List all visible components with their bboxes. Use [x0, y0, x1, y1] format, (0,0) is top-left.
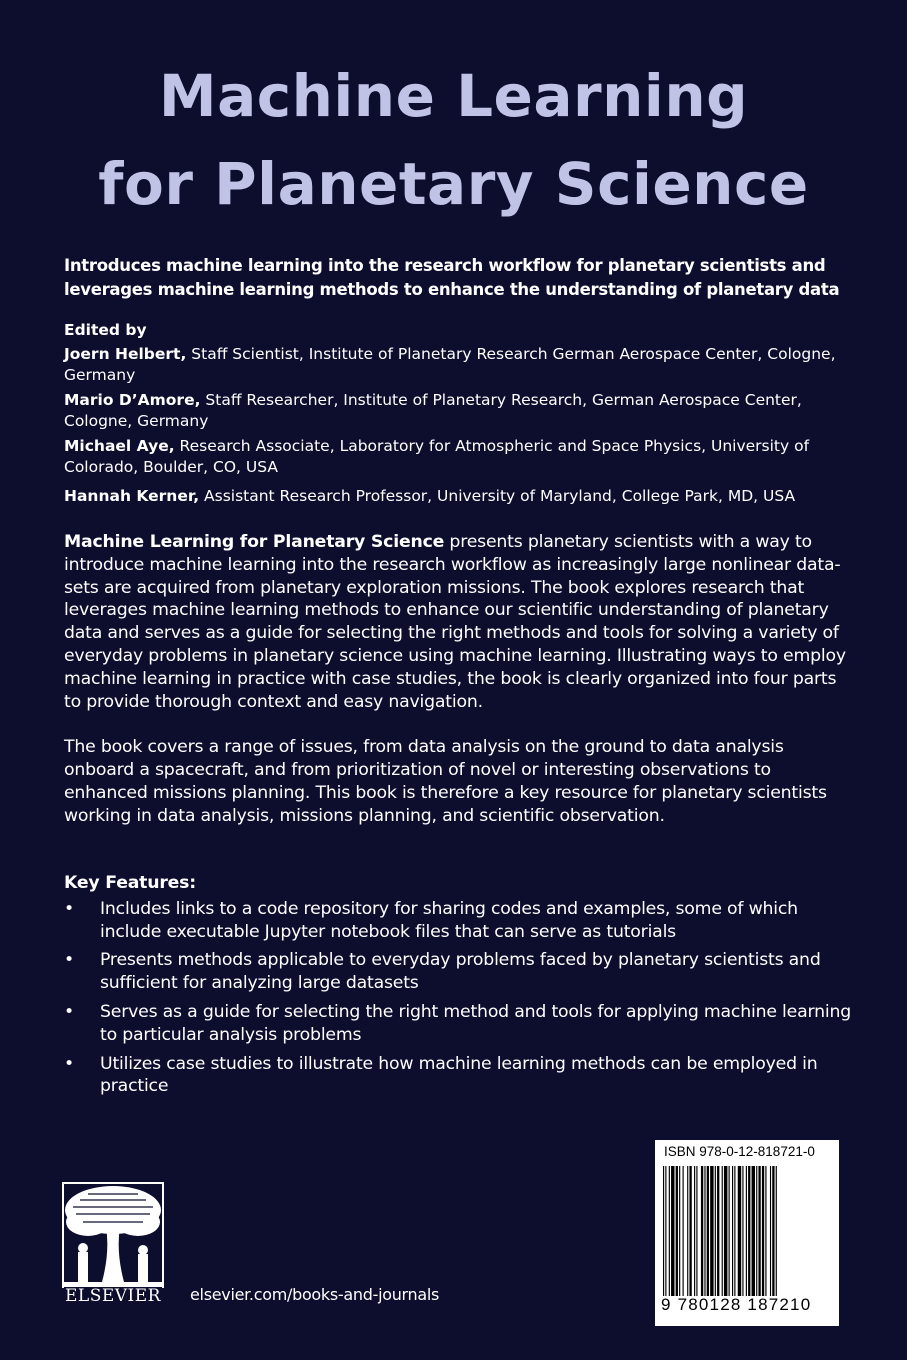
barcode-bar [663, 1166, 664, 1296]
editor-affiliation: Staff Researcher, Institute of Planetary Research, German Aerospace Center, Cologne, Germany [64, 391, 802, 430]
barcode-bar [707, 1166, 709, 1296]
barcode-bar [687, 1166, 688, 1296]
barcode-bar [746, 1166, 747, 1296]
barcode-bar [765, 1166, 766, 1296]
editor-entry [64, 486, 854, 507]
editor-name: Mario D’Amore, [64, 391, 201, 409]
barcode-digits: 9 780128 187210 [661, 1295, 812, 1314]
barcode-bar [776, 1166, 777, 1296]
description-book-title: Machine Learning for Planetary Science [64, 532, 445, 552]
bullet-icon: • [64, 1001, 74, 1022]
title-line-2: for Planetary Science [98, 150, 809, 218]
barcode-bar [729, 1166, 730, 1296]
bullet-icon: • [64, 950, 74, 971]
editor-name: Michael Aye, [64, 437, 175, 455]
barcode-bar [772, 1166, 774, 1296]
isbn-label: ISBN 978-0-12-818721-0 [664, 1144, 815, 1159]
editor-name: Joern Helbert, [64, 345, 187, 363]
feature-text: Utilizes case studies to illustrate how machine learning methods can be employed in practice [100, 1053, 818, 1097]
barcode-bar [689, 1166, 691, 1296]
editor-entry [64, 344, 854, 386]
barcode-bar [748, 1166, 750, 1296]
description [64, 531, 854, 828]
barcode-bar [756, 1166, 757, 1296]
barcode-bar [710, 1166, 713, 1296]
feature-item [64, 1053, 854, 1099]
barcode-bar [715, 1166, 716, 1296]
editor-name: Hannah Kerner, [64, 487, 200, 505]
feature-text: Serves as a guide for selecting the right method and tools for applying machine learning to particular analysis problems [100, 1001, 851, 1045]
barcode-bar [734, 1166, 735, 1296]
barcode-bar [683, 1166, 684, 1296]
description-paragraph [64, 531, 854, 713]
barcode-bar [704, 1166, 705, 1296]
key-features [64, 872, 854, 1104]
key-features-heading: Key Features: [64, 873, 196, 893]
barcode-bar [762, 1166, 764, 1296]
feature-text: Presents methods applicable to everyday problems faced by planetary scientists and sufficient for analyzing large datasets [100, 950, 821, 994]
publisher-url: elsevier.com/books-and-journals [190, 1285, 440, 1304]
editor-affiliation: Assistant Research Professor, University of Maryland, College Park, MD, USA [199, 487, 796, 505]
barcode-bar [676, 1166, 678, 1296]
tagline: Introduces machine learning into the research workflow for planetary scientists and leverages machine learning methods to enhance the understanding of planetary data [64, 256, 840, 299]
editors-heading: Edited by [64, 321, 147, 339]
barcode-bar [742, 1166, 743, 1296]
description-paragraph: The book covers a range of issues, from data analysis on the ground to data analysis onboard a spacecraft, and from prioritization of novel or interesting observations to enhanced missions planning. This book is therefore a key resource for planetary scientists working in data analysis, missions planning, and scientific observation. [64, 737, 827, 826]
publisher-name: ELSEVIER [65, 1286, 161, 1306]
barcode-bar [770, 1166, 771, 1296]
barcode-bar [724, 1166, 727, 1296]
title-line-1: Machine Learning [158, 62, 749, 130]
bullet-icon: • [64, 898, 74, 919]
barcode-bar [722, 1166, 723, 1296]
barcode-bar [701, 1166, 703, 1296]
barcode-bar [738, 1166, 741, 1296]
barcode [655, 1140, 839, 1326]
barcode-bar [758, 1166, 760, 1296]
barcode-bar [669, 1166, 670, 1296]
bullet-icon: • [64, 1053, 74, 1074]
editor-affiliation: Staff Scientist, Institute of Planetary Research German Aerospace Center, Cologne, Germany [64, 345, 836, 384]
barcode-bar [679, 1166, 680, 1296]
editor-entry [64, 436, 854, 478]
description-text: presents planetary scientists with a way to introduce machine learning into the research workflow as increasingly large nonlinear data-sets are acquired from planetary exploration missions. The book explores research that leverages machine learning methods to enhance our scientific understanding of planetary data and serves as a guide for selecting the right methods and tools for solving a variety of everyday problems in planetary science using machine learning. Illustrating ways to employ machine learning in practice with case studies, the book is clearly organized into four parts to provide thorough context and easy navigation. [64, 532, 846, 712]
editors-section [64, 320, 854, 507]
barcode-bar [717, 1166, 719, 1296]
feature-item [64, 949, 854, 995]
feature-text: Includes links to a code repository for sharing codes and examples, some of which include executable Jupyter notebook files that can serve as tutorials [100, 898, 798, 942]
barcode-bar [665, 1166, 666, 1296]
feature-item [64, 1001, 854, 1047]
barcode-bar [752, 1166, 755, 1296]
barcode-bar [696, 1166, 697, 1296]
barcode-bar [671, 1166, 674, 1296]
editor-entry [64, 390, 854, 432]
editor-affiliation: Research Associate, Laboratory for Atmospheric and Space Physics, University of Colorado, Boulder, CO, USA [64, 437, 810, 476]
barcode-bar [732, 1166, 733, 1296]
feature-item [64, 898, 854, 944]
book-title [0, 52, 907, 228]
barcode-bar [694, 1166, 695, 1296]
barcode-bars [661, 1166, 833, 1296]
